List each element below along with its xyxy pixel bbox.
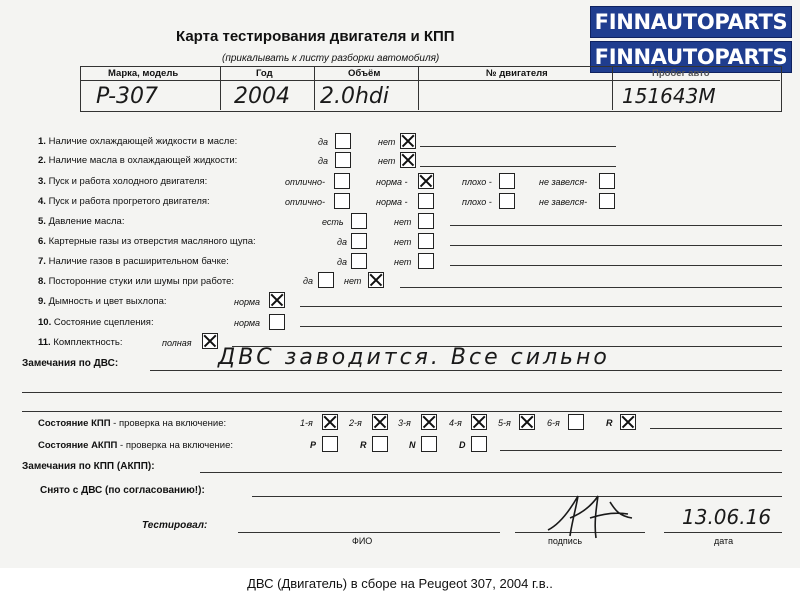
question-5: 5. Давление масла: <box>38 216 125 227</box>
checkbox-q7-no[interactable] <box>418 253 434 269</box>
signature-label: подпись <box>548 536 583 546</box>
col-volume: Объём <box>348 68 381 79</box>
value-year: 2004 <box>234 84 290 109</box>
checkbox-q9-normal[interactable] <box>269 292 285 308</box>
checkbox-gear-r[interactable] <box>620 414 636 430</box>
akpp-gear-label: D <box>459 440 466 450</box>
question-10: 10. Состояние сцепления: <box>38 317 154 328</box>
question-4: 4. Пуск и работа прогретого двигателя: <box>38 196 210 207</box>
akpp-gear-label: N <box>409 440 416 450</box>
gear-label: 6-я <box>547 418 560 428</box>
question-1: 1. Наличие охлаждающей жидкости в масле: <box>38 136 238 147</box>
question-6: 6. Картерные газы из отверстия масляного щупа: <box>38 236 256 247</box>
date-value: 13.06.16 <box>682 505 772 529</box>
checkbox-q2-no[interactable] <box>400 152 416 168</box>
value-make-model: P-307 <box>96 84 158 109</box>
checkbox-q3-excellent[interactable] <box>334 173 350 189</box>
gear-label: 2-я <box>349 418 362 428</box>
option-label: отлично- <box>285 177 325 187</box>
akpp-gear-label: P <box>310 440 317 450</box>
question-9: 9. Дымность и цвет выхлопа: <box>38 296 167 307</box>
value-volume: 2.0hdi <box>320 84 390 109</box>
akpp-state-label: Состояние АКПП - проверка на включение: <box>38 440 233 451</box>
option-label: полная <box>162 338 192 348</box>
checkbox-akpp-d[interactable] <box>471 436 487 452</box>
option-label: да <box>303 276 313 286</box>
gear-label: 4-я <box>449 418 462 428</box>
dvs-remarks-text: ДВС заводится. Все сильно <box>218 345 610 370</box>
checkbox-gear-3[interactable] <box>421 414 437 430</box>
option-label: нет <box>394 237 412 247</box>
question-3: 3. Пуск и работа холодного двигателя: <box>38 176 208 187</box>
option-label: да <box>337 257 347 267</box>
checkbox-q5-no[interactable] <box>418 213 434 229</box>
option-label: отлично- <box>285 197 325 207</box>
checkbox-q7-yes[interactable] <box>351 253 367 269</box>
option-label: норма <box>234 318 261 328</box>
checkbox-gear-5[interactable] <box>519 414 535 430</box>
option-label: да <box>337 237 347 247</box>
kpp-remarks-label: Замечания по КПП (АКПП): <box>22 461 155 472</box>
gear-label: 3-я <box>398 418 411 428</box>
checkbox-q3-bad[interactable] <box>499 173 515 189</box>
option-label: норма - <box>376 177 408 187</box>
tested-by-label: Тестировал: <box>142 520 208 531</box>
gear-label: R <box>606 418 613 428</box>
checkbox-q3-no-start[interactable] <box>599 173 615 189</box>
date-label: дата <box>714 536 734 546</box>
option-label: не завелся- <box>539 177 588 187</box>
checkbox-q2-yes[interactable] <box>335 152 351 168</box>
col-mileage: Пробег авто <box>652 68 710 79</box>
checkbox-q8-yes[interactable] <box>318 272 334 288</box>
option-label: да <box>318 137 328 147</box>
checkbox-gear-6[interactable] <box>568 414 584 430</box>
table-divider <box>80 80 780 81</box>
checkbox-q11-complete[interactable] <box>202 333 218 349</box>
fio-label: ФИО <box>352 536 373 546</box>
option-label: нет <box>394 257 412 267</box>
checkbox-q4-normal[interactable] <box>418 193 434 209</box>
gear-label: 5-я <box>498 418 511 428</box>
brand-logo-top: FINNAUTOPARTS <box>590 6 792 38</box>
akpp-gear-label: R <box>360 440 367 450</box>
question-7: 7. Наличие газов в расширительном бачке: <box>38 256 229 267</box>
checkbox-gear-2[interactable] <box>372 414 388 430</box>
checkbox-akpp-n[interactable] <box>421 436 437 452</box>
checkbox-q5-yes[interactable] <box>351 213 367 229</box>
kpp-state-label: Состояние КПП - проверка на включение: <box>38 418 227 429</box>
checkbox-q4-bad[interactable] <box>499 193 515 209</box>
option-label: нет <box>378 156 396 166</box>
question-2: 2. Наличие масла в охлаждающей жидкости: <box>38 155 238 166</box>
option-label: нет <box>378 137 396 147</box>
checkbox-gear-4[interactable] <box>471 414 487 430</box>
option-label: плохо - <box>462 177 492 187</box>
checkbox-akpp-p[interactable] <box>322 436 338 452</box>
checkbox-q3-normal[interactable] <box>418 173 434 189</box>
option-label: норма <box>234 297 261 307</box>
brand-logo-bottom: FINNAUTOPARTS <box>590 41 792 73</box>
option-label: не завелся- <box>539 197 588 207</box>
form-subtitle: (прикалывать к листу разборки автомобиля) <box>222 53 440 64</box>
checkbox-q4-excellent[interactable] <box>334 193 350 209</box>
checkbox-gear-1[interactable] <box>322 414 338 430</box>
checkbox-q6-yes[interactable] <box>351 233 367 249</box>
question-11: 11. Комплектность: <box>38 337 123 348</box>
option-label: нет <box>394 217 412 227</box>
col-year: Год <box>256 68 273 79</box>
dvs-remarks-label: Замечания по ДВС: <box>22 358 119 369</box>
option-label: плохо - <box>462 197 492 207</box>
question-8: 8. Посторонние стуки или шумы при работе: <box>38 276 234 287</box>
checkbox-q4-no-start[interactable] <box>599 193 615 209</box>
page-caption: ДВС (Двигатель) в сборе на Peugeot 307, 2004 г.в.. <box>0 568 800 600</box>
col-engine-number: № двигателя <box>486 68 548 79</box>
checkbox-q10-normal[interactable] <box>269 314 285 330</box>
removed-label: Снято с ДВС (по согласованию!): <box>40 485 205 496</box>
checkbox-akpp-r[interactable] <box>372 436 388 452</box>
option-label: норма - <box>376 197 408 207</box>
handwritten-signature <box>540 488 650 548</box>
option-label: есть <box>322 217 344 227</box>
col-make-model: Марка, модель <box>108 68 179 79</box>
value-mileage: 151643M <box>622 84 716 108</box>
option-label: нет <box>344 276 362 286</box>
checkbox-q8-no[interactable] <box>368 272 384 288</box>
gear-label: 1-я <box>300 418 313 428</box>
checkbox-q1-no[interactable] <box>400 133 416 149</box>
form-title: Карта тестирования двигателя и КПП <box>176 28 455 45</box>
option-label: да <box>318 156 328 166</box>
checkbox-q6-no[interactable] <box>418 233 434 249</box>
checkbox-q1-yes[interactable] <box>335 133 351 149</box>
